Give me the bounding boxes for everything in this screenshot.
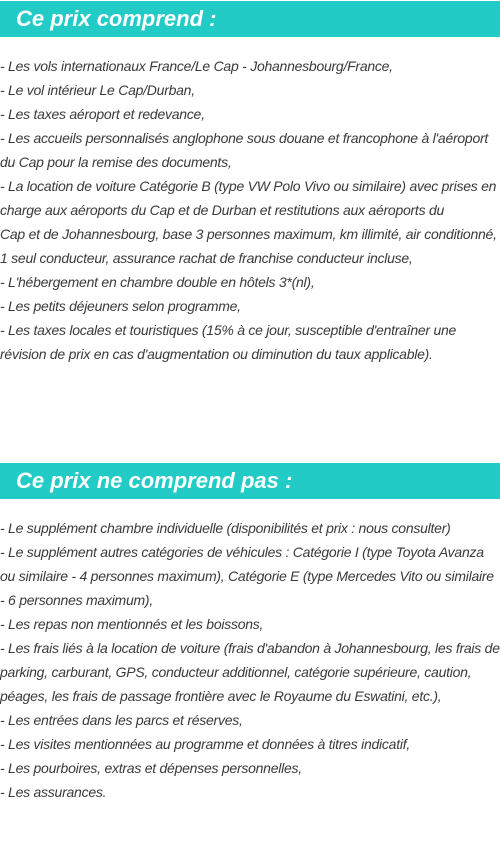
list-item: - Les repas non mentionnés et les boissons, <box>0 616 264 632</box>
list-item: - Les accueils personnalisés anglophone sous douane et francophone à l'aéroport du Cap pour la remise des documents, <box>0 130 489 170</box>
list-item: - Les vols internationaux France/Le Cap - Johannesbourg/France, <box>0 58 393 74</box>
list-item: - Les taxes aéroport et redevance, <box>0 106 205 122</box>
list-item: - Les frais liés à la location de voiture (frais d'abandon à Johannesbourg, les frais de parking, carburant, GPS, conducteur additionnel, catégorie supérieure, caution, péages, les frais de passage frontière avec le Royaume du Eswatini, etc.), <box>0 640 500 704</box>
list-item: - Les pourboires, extras et dépenses personnelles, <box>0 760 302 776</box>
list-item: - Les assurances. <box>0 784 107 800</box>
list-item: - Le vol intérieur Le Cap/Durban, <box>0 82 195 98</box>
list-item: Cap et de Johannesbourg, base 3 personnes maximum, km illimité, air conditionné, 1 seul conducteur, assurance rachat de franchise conducteur incluse, <box>0 226 497 266</box>
list-item: - L'hébergement en chambre double en hôtels 3*(nl), <box>0 274 315 290</box>
list-item: - Les entrées dans les parcs et réserves, <box>0 712 243 728</box>
list-item: - La location de voiture Catégorie B (type VW Polo Vivo ou similaire) avec prises en charge aux aéroports du Cap et de Durban et restitutions aux aéroports du <box>0 178 497 218</box>
list-item: - Le supplément autres catégories de véhicules : Catégorie I (type Toyota Avanza ou similaire - 4 personnes maximum), Catégorie E (type Mercedes Vito ou similaire - 6 personnes maximum), <box>0 544 494 608</box>
included-section-title: Ce prix comprend : <box>0 1 500 37</box>
list-item: - Les petits déjeuners selon programme, <box>0 298 241 314</box>
list-item: - Le supplément chambre individuelle (disponibilités et prix : nous consulter) <box>0 520 451 536</box>
list-item: - Les taxes locales et touristiques (15% à ce jour, susceptible d'entraîner une révision de prix en cas d'augmentation ou diminution du taux applicable). <box>0 322 457 362</box>
excluded-section-title: Ce prix ne comprend pas : <box>0 463 500 499</box>
list-item: - Les visites mentionnées au programme et données à titres indicatif, <box>0 736 410 752</box>
excluded-list <box>0 516 500 804</box>
included-list <box>0 54 500 366</box>
